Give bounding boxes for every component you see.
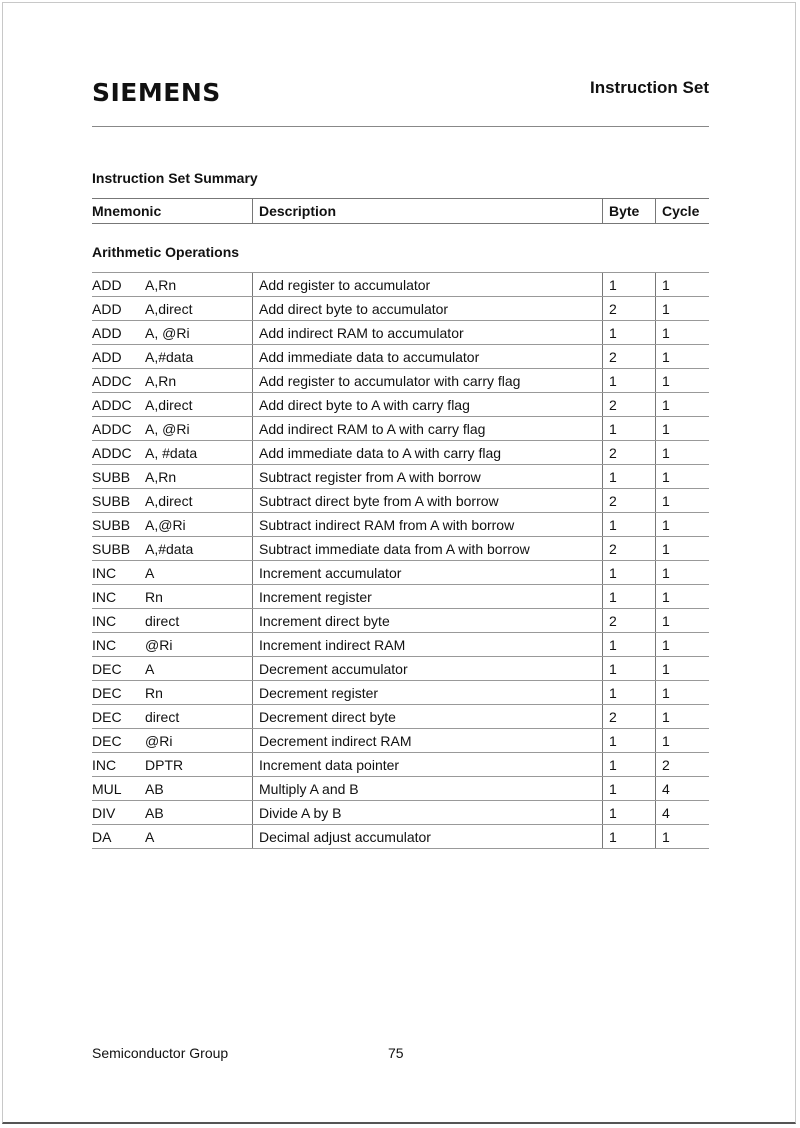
byte-cell: 1: [602, 777, 655, 800]
table-row: [92, 705, 709, 729]
mnemonic-cell: INC: [92, 564, 117, 581]
cycle-cell: 1: [655, 561, 709, 584]
byte-cell: 1: [602, 801, 655, 824]
table-header: [92, 198, 709, 224]
operand-cell: A, @Ri: [145, 324, 190, 341]
description-cell: Subtract indirect RAM from A with borrow: [252, 513, 602, 536]
table-row: [92, 345, 709, 369]
instruction-table: [92, 272, 709, 849]
byte-cell: 1: [602, 417, 655, 440]
cycle-cell: 1: [655, 705, 709, 728]
description-cell: Subtract direct byte from A with borrow: [252, 489, 602, 512]
byte-cell: 1: [602, 633, 655, 656]
table-row: [92, 369, 709, 393]
page-number: 75: [388, 1045, 404, 1061]
description-cell: Multiply A and B: [252, 777, 602, 800]
section-title: Instruction Set Summary: [92, 170, 258, 186]
byte-cell: 2: [602, 489, 655, 512]
column-header-mnemonic: Mnemonic: [92, 203, 162, 219]
description-cell: Add register to accumulator with carry flag: [252, 369, 602, 392]
operand-cell: A,direct: [145, 300, 193, 317]
mnemonic-cell: SUBB: [92, 540, 131, 557]
operand-cell: AB: [145, 780, 164, 797]
byte-cell: 1: [602, 657, 655, 680]
byte-cell: 1: [602, 681, 655, 704]
byte-cell: 1: [602, 825, 655, 848]
operand-cell: A,Rn: [145, 276, 177, 293]
byte-cell: 2: [602, 537, 655, 560]
table-row: [92, 609, 709, 633]
mnemonic-cell: ADDC: [92, 420, 132, 437]
description-cell: Subtract immediate data from A with borrow: [252, 537, 602, 560]
column-header-cycle: Cycle: [655, 199, 709, 223]
cycle-cell: 1: [655, 369, 709, 392]
mnemonic-cell: SUBB: [92, 492, 131, 509]
table-row: [92, 417, 709, 441]
mnemonic-cell: DEC: [92, 684, 122, 701]
description-cell: Decrement direct byte: [252, 705, 602, 728]
operand-cell: direct: [145, 612, 180, 629]
siemens-logo: SIEMENS: [92, 78, 221, 107]
cycle-cell: 4: [655, 777, 709, 800]
document-title: Instruction Set: [589, 78, 709, 97]
byte-cell: 1: [602, 513, 655, 536]
mnemonic-cell: INC: [92, 588, 117, 605]
description-cell: Add indirect RAM to accumulator: [252, 321, 602, 344]
cycle-cell: 1: [655, 297, 709, 320]
operand-cell: @Ri: [145, 732, 173, 749]
byte-cell: 1: [602, 369, 655, 392]
cycle-cell: 1: [655, 633, 709, 656]
table-row: [92, 801, 709, 825]
table-row: [92, 297, 709, 321]
cycle-cell: 4: [655, 801, 709, 824]
cycle-cell: 1: [655, 825, 709, 848]
byte-cell: 1: [602, 321, 655, 344]
description-cell: Subtract register from A with borrow: [252, 465, 602, 488]
operand-cell: A,#data: [145, 540, 194, 557]
table-row: [92, 273, 709, 297]
mnemonic-cell: DEC: [92, 660, 122, 677]
operand-cell: DPTR: [145, 756, 184, 773]
description-cell: Add immediate data to A with carry flag: [252, 441, 602, 464]
table-row: [92, 729, 709, 753]
mnemonic-cell: ADD: [92, 276, 122, 293]
cycle-cell: 1: [655, 657, 709, 680]
cycle-cell: 1: [655, 345, 709, 368]
byte-cell: 1: [602, 753, 655, 776]
cycle-cell: 1: [655, 321, 709, 344]
description-cell: Decrement register: [252, 681, 602, 704]
mnemonic-cell: DEC: [92, 708, 122, 725]
group-title: Arithmetic Operations: [92, 244, 240, 260]
description-cell: Increment accumulator: [252, 561, 602, 584]
description-cell: Add immediate data to accumulator: [252, 345, 602, 368]
table-row: [92, 441, 709, 465]
table-row: [92, 633, 709, 657]
table-row: [92, 681, 709, 705]
byte-cell: 1: [602, 729, 655, 752]
description-cell: Add direct byte to A with carry flag: [252, 393, 602, 416]
table-row: [92, 561, 709, 585]
mnemonic-cell: DA: [92, 828, 112, 845]
operand-cell: A: [145, 564, 155, 581]
table-row: [92, 465, 709, 489]
description-cell: Add indirect RAM to A with carry flag: [252, 417, 602, 440]
byte-cell: 2: [602, 297, 655, 320]
cycle-cell: 1: [655, 417, 709, 440]
description-cell: Divide A by B: [252, 801, 602, 824]
mnemonic-cell: MUL: [92, 780, 122, 797]
table-row: [92, 657, 709, 681]
description-cell: Increment direct byte: [252, 609, 602, 632]
column-header-description: Description: [252, 199, 602, 223]
byte-cell: 2: [602, 345, 655, 368]
cycle-cell: 1: [655, 441, 709, 464]
cycle-cell: 1: [655, 609, 709, 632]
operand-cell: A,direct: [145, 492, 193, 509]
description-cell: Decrement indirect RAM: [252, 729, 602, 752]
header-divider: [92, 126, 709, 127]
mnemonic-cell: ADD: [92, 300, 122, 317]
operand-cell: AB: [145, 804, 164, 821]
cycle-cell: 1: [655, 393, 709, 416]
operand-cell: A,direct: [145, 396, 193, 413]
cycle-cell: 1: [655, 273, 709, 296]
byte-cell: 2: [602, 441, 655, 464]
mnemonic-cell: ADDC: [92, 372, 132, 389]
mnemonic-cell: ADD: [92, 324, 122, 341]
description-cell: Decimal adjust accumulator: [252, 825, 602, 848]
byte-cell: 2: [602, 609, 655, 632]
column-header-byte: Byte: [602, 199, 655, 223]
operand-cell: A: [145, 828, 155, 845]
description-cell: Increment data pointer: [252, 753, 602, 776]
operand-cell: direct: [145, 708, 180, 725]
description-cell: Increment indirect RAM: [252, 633, 602, 656]
byte-cell: 1: [602, 585, 655, 608]
cycle-cell: 1: [655, 681, 709, 704]
table-row: [92, 489, 709, 513]
table-row: [92, 393, 709, 417]
operand-cell: A,Rn: [145, 372, 177, 389]
operand-cell: A,Rn: [145, 468, 177, 485]
mnemonic-cell: ADD: [92, 348, 122, 365]
mnemonic-cell: ADDC: [92, 396, 132, 413]
description-cell: Add register to accumulator: [252, 273, 602, 296]
operand-cell: A: [145, 660, 155, 677]
byte-cell: 2: [602, 705, 655, 728]
operand-cell: Rn: [145, 684, 163, 701]
operand-cell: A, #data: [145, 444, 198, 461]
mnemonic-cell: INC: [92, 636, 117, 653]
description-cell: Add direct byte to accumulator: [252, 297, 602, 320]
operand-cell: A,@Ri: [145, 516, 186, 533]
operand-cell: @Ri: [145, 636, 173, 653]
byte-cell: 1: [602, 465, 655, 488]
operand-cell: A, @Ri: [145, 420, 190, 437]
table-row: [92, 321, 709, 345]
mnemonic-cell: INC: [92, 612, 117, 629]
byte-cell: 1: [602, 273, 655, 296]
cycle-cell: 1: [655, 465, 709, 488]
byte-cell: 2: [602, 393, 655, 416]
operand-cell: A,#data: [145, 348, 194, 365]
cycle-cell: 1: [655, 537, 709, 560]
table-row: [92, 513, 709, 537]
cycle-cell: 1: [655, 729, 709, 752]
mnemonic-cell: DIV: [92, 804, 116, 821]
table-row: [92, 537, 709, 561]
operand-cell: Rn: [145, 588, 163, 605]
description-cell: Decrement accumulator: [252, 657, 602, 680]
cycle-cell: 1: [655, 489, 709, 512]
mnemonic-cell: INC: [92, 756, 117, 773]
cycle-cell: 1: [655, 585, 709, 608]
table-row: [92, 585, 709, 609]
mnemonic-cell: SUBB: [92, 468, 131, 485]
table-row: [92, 753, 709, 777]
table-row: [92, 825, 709, 849]
cycle-cell: 2: [655, 753, 709, 776]
footer-publisher: Semiconductor Group: [92, 1045, 229, 1061]
mnemonic-cell: DEC: [92, 732, 122, 749]
table-row: [92, 777, 709, 801]
cycle-cell: 1: [655, 513, 709, 536]
byte-cell: 1: [602, 561, 655, 584]
description-cell: Increment register: [252, 585, 602, 608]
mnemonic-cell: SUBB: [92, 516, 131, 533]
mnemonic-cell: ADDC: [92, 444, 132, 461]
